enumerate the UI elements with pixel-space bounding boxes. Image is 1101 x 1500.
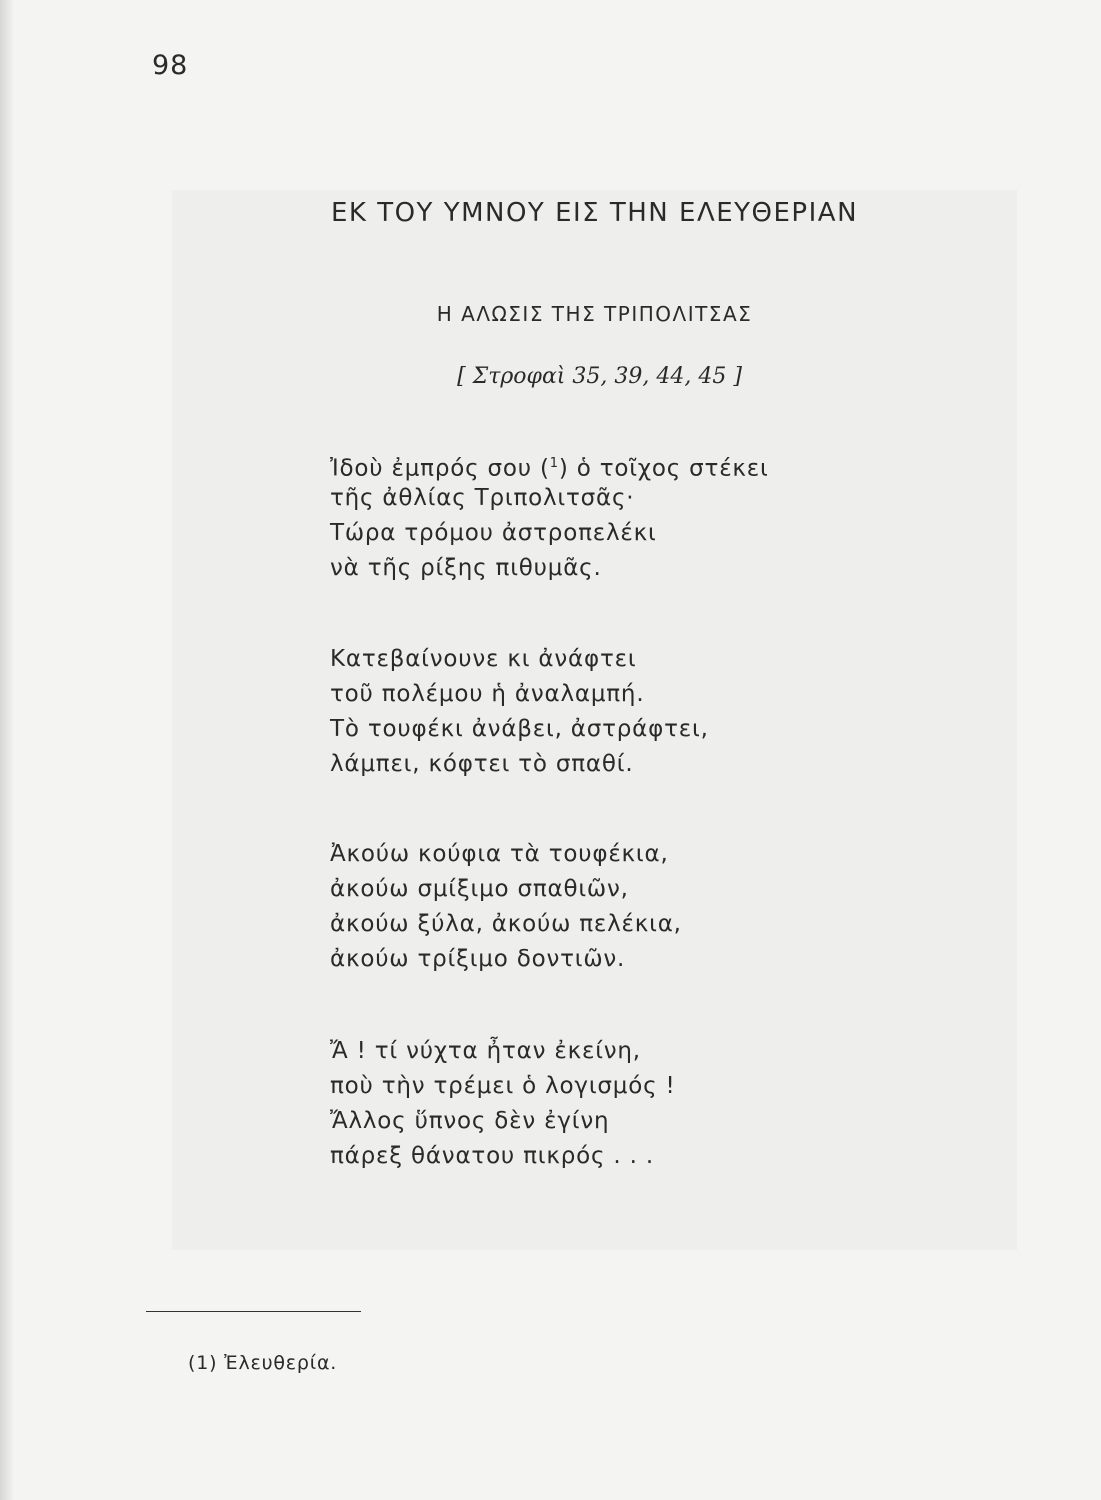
verse-line: ἀκούω τρίξιμο δοντιῶν.	[330, 946, 626, 972]
verse-line: τῆς ἀθλίας Τριπολιτσᾶς·	[330, 485, 635, 511]
verse-line: ἀκούω σμίξιμο σπαθιῶν,	[330, 876, 629, 902]
footnote-marker: (1)	[188, 1352, 218, 1374]
stanza-2	[330, 642, 709, 782]
footnote-text: Ἐλευθερία.	[224, 1352, 338, 1374]
verse-line: Ἄλλος ὕπνος δὲν ἐγίνη	[330, 1108, 610, 1134]
verse-line: ποὺ τὴν τρέμει ὁ λογισμός !	[330, 1073, 676, 1099]
stanza-4	[330, 1034, 676, 1174]
verse-line: ἀκούω ξύλα, ἀκούω πελέκια,	[330, 911, 682, 937]
verse-line: πάρεξ θάνατου πικρός . . .	[330, 1143, 654, 1169]
poem-subtitle: Η ΑΛΩΣΙΣ ΤΗΣ ΤΡΙΠΟΛΙΤΣΑΣ	[436, 302, 753, 326]
verse-line: Ἄ ! τί νύχτα ἦταν ἐκείνη,	[330, 1038, 641, 1064]
page-number: 98	[152, 50, 189, 81]
verse-line: νὰ τῆς ρίξης πιθυμᾶς.	[330, 555, 602, 581]
stanza-1	[330, 446, 769, 586]
stanza-3	[330, 837, 682, 977]
verse-line: τοῦ πολέμου ἡ ἀναλαμπή.	[330, 681, 645, 707]
poem-title: ΕΚ ΤΟΥ ΥΜΝΟΥ ΕΙΣ ΤΗΝ ΕΛΕΥΘΕΡΙΑΝ	[330, 198, 859, 228]
verse-line: λάμπει, κόφτει τὸ σπαθί.	[330, 751, 634, 777]
verse-line: Τὸ τουφέκι ἀνάβει, ἀστράφτει,	[330, 716, 709, 742]
strophes-reference: [ Στροφαὶ 35, 39, 44, 45 ]	[457, 364, 742, 389]
footnote	[188, 1352, 337, 1374]
footnote-divider	[146, 1311, 361, 1312]
footnote-ref: 1	[549, 456, 559, 471]
verse-line: Ἀκούω κούφια τὰ τουφέκια,	[330, 841, 669, 867]
verse-line: Κατεβαίνουνε κι ἀνάφτει	[330, 646, 637, 672]
verse-line: Ἰδοὺ ἐμπρός σου ($^1$) ὁ τοῖχος στέκει	[330, 455, 769, 482]
verse-line: Τώρα τρόμου ἀστροπελέκι	[330, 520, 657, 546]
